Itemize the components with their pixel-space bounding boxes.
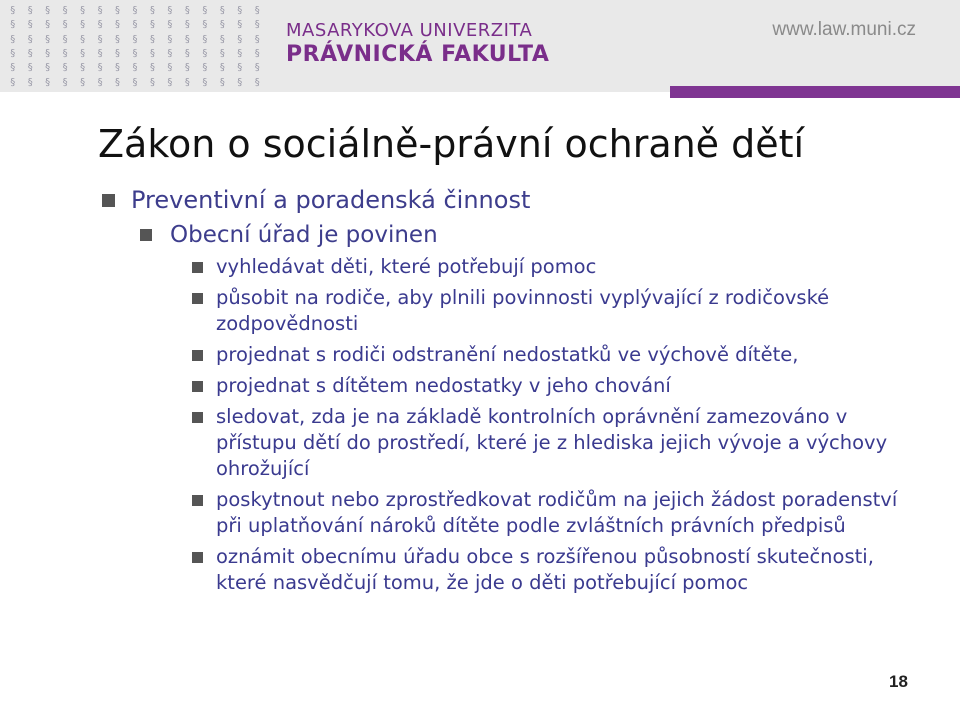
paragraph-glyph-icon: § [132,62,138,74]
paragraph-glyph-icon: § [45,19,51,31]
paragraph-glyph-icon: § [149,33,155,45]
square-bullet-icon [192,262,203,273]
paragraph-glyph-icon: § [62,76,68,88]
paragraph-glyph-icon: § [184,19,190,31]
page-number: 18 [889,672,908,691]
paragraph-glyph-icon: § [202,19,208,31]
paragraph-glyph-icon: § [97,62,103,74]
list-item-text: projednat s rodiči odstranění nedostatků ve výchově dítěte, [216,343,799,366]
paragraph-glyph-icon: § [97,19,103,31]
paragraph-glyph-icon: § [132,33,138,45]
paragraph-glyph-icon: § [132,76,138,88]
paragraph-glyph-icon: § [254,5,260,16]
paragraph-glyph-icon: § [237,19,243,31]
paragraph-glyph-icon: § [184,5,190,16]
paragraph-glyph-icon: § [202,5,208,16]
paragraph-glyph-icon: § [219,5,225,16]
paragraph-glyph-icon: § [62,62,68,74]
slide-title: Zákon o sociálně-právní ochraně dětí [98,122,805,166]
paragraph-glyph-icon: § [167,5,173,16]
paragraph-glyph-icon: § [219,76,225,88]
paragraph-glyph-icon: § [254,33,260,45]
paragraph-glyph-icon: § [237,76,243,88]
list-item [188,342,924,368]
paragraph-glyph-icon: § [237,5,243,16]
paragraph-pattern-logo [4,4,266,90]
paragraph-glyph-icon: § [27,62,33,74]
paragraph-glyph-icon: § [45,47,51,59]
paragraph-glyph-icon: § [132,47,138,59]
paragraph-glyph-icon: § [45,33,51,45]
paragraph-glyph-icon: § [149,47,155,59]
paragraph-glyph-icon: § [115,47,121,59]
list-item-text: projednat s dítětem nedostatky v jeho chování [216,374,671,397]
paragraph-glyph-icon: § [27,47,33,59]
paragraph-glyph-icon: § [10,19,16,31]
paragraph-glyph-icon: § [80,33,86,45]
paragraph-glyph-icon: § [45,76,51,88]
paragraph-glyph-icon: § [167,47,173,59]
paragraph-glyph-icon: § [202,62,208,74]
paragraph-glyph-icon: § [80,19,86,31]
level2-text: Obecní úřad je povinen [170,222,438,248]
paragraph-glyph-icon: § [219,19,225,31]
square-bullet-icon [192,495,203,506]
paragraph-glyph-icon: § [115,76,121,88]
list-item [188,285,924,337]
paragraph-glyph-icon: § [184,33,190,45]
paragraph-glyph-icon: § [254,62,260,74]
paragraph-glyph-icon: § [62,47,68,59]
paragraph-glyph-icon: § [97,5,103,16]
paragraph-glyph-icon: § [62,19,68,31]
paragraph-glyph-icon: § [27,33,33,45]
paragraph-glyph-icon: § [115,33,121,45]
paragraph-glyph-icon: § [45,62,51,74]
paragraph-glyph-icon: § [202,47,208,59]
accent-bar [670,86,960,98]
list-item [188,404,924,482]
paragraph-glyph-icon: § [27,5,33,16]
paragraph-glyph-icon: § [132,5,138,16]
duty-list [188,254,924,601]
paragraph-glyph-icon: § [80,47,86,59]
paragraph-glyph-icon: § [184,76,190,88]
paragraph-glyph-icon: § [202,33,208,45]
paragraph-glyph-icon: § [202,76,208,88]
square-bullet-icon [102,194,115,207]
paragraph-glyph-icon: § [27,19,33,31]
square-bullet-icon [192,293,203,304]
list-item-text: poskytnout nebo zprostředkovat rodičům na jejich žádost poradenství při uplatňování nároků dítěte podle zvláštních právních předpisů [216,488,898,537]
paragraph-glyph-icon: § [10,33,16,45]
bullet-level2 [140,222,438,248]
paragraph-glyph-icon: § [237,47,243,59]
list-item-text: působit na rodiče, aby plnili povinnosti vyplývající z rodičovské zodpovědnosti [216,286,830,335]
paragraph-glyph-icon: § [184,62,190,74]
square-bullet-icon [192,350,203,361]
square-bullet-icon [192,552,203,563]
square-bullet-icon [140,229,152,241]
level1-text: Preventivní a poradenská činnost [131,186,531,214]
website-url: www.law.muni.cz [772,19,916,40]
faculty-name: PRÁVNICKÁ FAKULTA [286,42,550,67]
paragraph-glyph-icon: § [62,33,68,45]
paragraph-glyph-icon: § [254,76,260,88]
list-item-text: vyhledávat děti, které potřebují pomoc [216,255,597,278]
paragraph-glyph-icon: § [219,47,225,59]
paragraph-glyph-icon: § [237,33,243,45]
paragraph-glyph-icon: § [115,5,121,16]
paragraph-glyph-icon: § [167,76,173,88]
paragraph-glyph-icon: § [62,5,68,16]
paragraph-glyph-icon: § [219,62,225,74]
paragraph-glyph-icon: § [167,33,173,45]
paragraph-glyph-icon: § [132,19,138,31]
paragraph-glyph-icon: § [10,5,16,16]
university-name: MASARYKOVA UNIVERZITA [286,20,533,41]
paragraph-glyph-icon: § [80,62,86,74]
paragraph-glyph-icon: § [184,47,190,59]
paragraph-glyph-icon: § [45,5,51,16]
slide-header [0,0,960,92]
paragraph-glyph-icon: § [237,62,243,74]
list-item [188,254,924,280]
paragraph-glyph-icon: § [115,19,121,31]
paragraph-glyph-icon: § [254,47,260,59]
paragraph-glyph-icon: § [97,47,103,59]
list-item-text: sledovat, zda je na základě kontrolních oprávnění zamezováno v přístupu dětí do prostředí, které je z hlediska jejich vývoje a výchovy ohrožující [216,405,888,480]
paragraph-glyph-icon: § [97,33,103,45]
list-item [188,544,924,596]
square-bullet-icon [192,381,203,392]
paragraph-glyph-icon: § [254,19,260,31]
list-item [188,487,924,539]
paragraph-glyph-icon: § [149,5,155,16]
paragraph-glyph-icon: § [27,76,33,88]
list-item [188,373,924,399]
paragraph-glyph-icon: § [80,5,86,16]
paragraph-glyph-icon: § [219,33,225,45]
paragraph-glyph-icon: § [10,76,16,88]
bullet-level1 [102,186,530,214]
paragraph-glyph-icon: § [149,76,155,88]
paragraph-glyph-icon: § [167,62,173,74]
paragraph-glyph-icon: § [149,19,155,31]
paragraph-glyph-icon: § [10,62,16,74]
paragraph-glyph-icon: § [149,62,155,74]
paragraph-glyph-icon: § [97,76,103,88]
paragraph-glyph-icon: § [167,19,173,31]
paragraph-glyph-icon: § [80,76,86,88]
paragraph-glyph-icon: § [115,62,121,74]
paragraph-glyph-icon: § [10,47,16,59]
square-bullet-icon [192,412,203,423]
list-item-text: oznámit obecnímu úřadu obce s rozšířenou působností skutečnosti, které nasvědčují tomu, že jde o děti potřebující pomoc [216,545,874,594]
